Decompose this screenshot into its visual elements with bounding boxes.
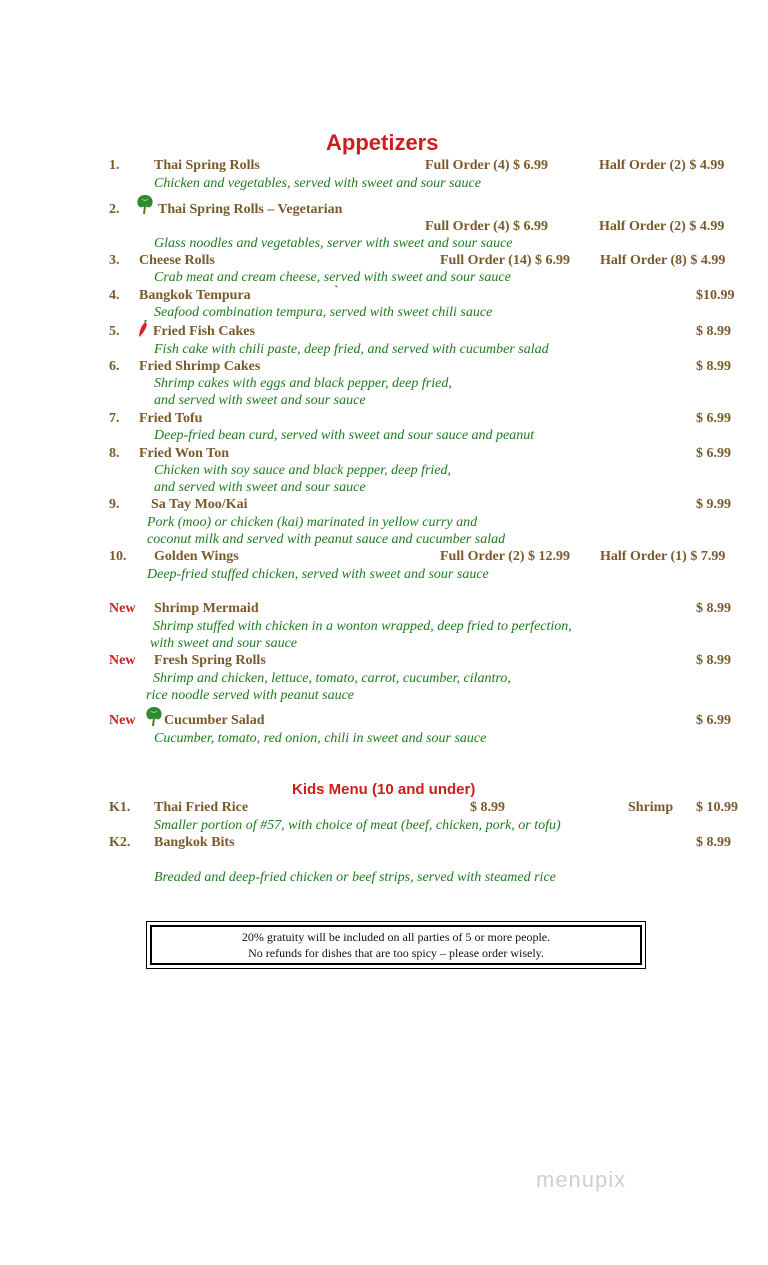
item-number: 2. <box>109 202 120 217</box>
item-description: and served with sweet and sour sauce <box>154 480 366 495</box>
item-number: 9. <box>109 497 120 512</box>
item-name: Thai Fried Rice <box>154 800 249 815</box>
item-price: $ 6.99 <box>696 713 731 728</box>
item-full-order: Full Order (14) $ 6.99 <box>440 253 571 268</box>
item-name: Fried Fish Cakes <box>153 324 255 339</box>
kids-menu-title: Kids Menu (10 and under) <box>292 781 476 798</box>
item-number: K1. <box>109 800 131 815</box>
item-description: rice noodle served with peanut sauce <box>146 688 355 703</box>
item-alt-price: $ 10.99 <box>696 800 738 815</box>
item-half-order: Half Order (8) $ 4.99 <box>600 253 726 268</box>
spicy-pepper-icon <box>137 320 149 338</box>
item-price: $ 8.99 <box>696 835 731 850</box>
item-name: Thai Spring Rolls – Vegetarian <box>158 202 343 217</box>
item-half-order: Half Order (2) $ 4.99 <box>599 158 725 173</box>
item-description: Seafood combination tempura, served with sweet chili sauce <box>154 305 493 320</box>
item-price: $10.99 <box>696 288 735 303</box>
item-price: $ 8.99 <box>696 653 731 668</box>
item-full-order: Full Order (4) $ 6.99 <box>425 158 549 173</box>
notice-refunds: No refunds for dishes that are too spicy – please order wisely. <box>248 946 544 960</box>
item-name: Golden Wings <box>154 549 239 564</box>
item-number: 7. <box>109 411 120 426</box>
page-title: Appetizers <box>326 130 439 155</box>
item-description: Fish cake with chili paste, deep fried, and served with cucumber salad <box>154 342 549 357</box>
vegetarian-leaf-icon <box>135 193 155 215</box>
item-description: Glass noodles and vegetables, server with sweet and sour sauce <box>154 236 513 251</box>
item-description: Crab meat and cream cheese, served with sweet and sour sauce <box>154 270 511 285</box>
item-name: Bangkok Bits <box>154 835 235 850</box>
item-number: 1. <box>109 158 120 173</box>
item-description: Deep-fried bean curd, served with sweet and sour sauce and peanut <box>154 428 535 443</box>
item-name: Fresh Spring Rolls <box>154 653 266 668</box>
item-price: $ 6.99 <box>696 446 731 461</box>
item-price: $ 8.99 <box>696 359 731 374</box>
new-badge: New <box>109 601 136 616</box>
item-alt-label: Shrimp <box>628 800 674 815</box>
item-half-order: Half Order (1) $ 7.99 <box>600 549 726 564</box>
new-badge: New <box>109 713 136 728</box>
item-name: Bangkok Tempura <box>139 288 251 303</box>
item-number: 5. <box>109 324 120 339</box>
item-price: $ 8.99 <box>470 800 505 815</box>
item-description: Cucumber, tomato, red onion, chili in sweet and sour sauce <box>154 731 487 746</box>
item-description: Breaded and deep-fried chicken or beef strips, served with steamed rice <box>154 870 556 885</box>
item-name: Thai Spring Rolls <box>154 158 260 173</box>
item-full-order: Full Order (4) $ 6.99 <box>425 219 549 234</box>
item-name: Cheese Rolls <box>139 253 215 268</box>
vegetarian-leaf-icon <box>144 705 164 727</box>
item-price: $ 6.99 <box>696 411 731 426</box>
item-price: $ 8.99 <box>696 324 731 339</box>
item-number: 10. <box>109 549 127 564</box>
item-description: coconut milk and served with peanut sauce and cucumber salad <box>147 532 506 547</box>
new-badge: New <box>109 653 136 668</box>
item-number: 3. <box>109 253 120 268</box>
item-name: Shrimp Mermaid <box>154 601 259 616</box>
item-description: Smaller portion of #57, with choice of meat (beef, chicken, pork, or tofu) <box>154 818 561 833</box>
item-half-order: Half Order (2) $ 4.99 <box>599 219 725 234</box>
item-description: Chicken with soy sauce and black pepper, deep fried, <box>154 463 452 478</box>
item-name: Fried Shrimp Cakes <box>139 359 261 374</box>
item-full-order: Full Order (2) $ 12.99 <box>440 549 571 564</box>
item-description: Chicken and vegetables, served with sweet and sour sauce <box>154 176 481 191</box>
item-name: Cucumber Salad <box>164 713 265 728</box>
item-description: Shrimp and chicken, lettuce, tomato, carrot, cucumber, cilantro, <box>153 671 511 686</box>
item-description: Deep-fried stuffed chicken, served with sweet and sour sauce <box>147 567 489 582</box>
watermark-logo: menupix <box>536 1167 627 1192</box>
notice-box <box>146 921 646 969</box>
item-description: Pork (moo) or chicken (kai) marinated in yellow curry and <box>147 515 478 530</box>
item-description: with sweet and sour sauce <box>150 636 297 651</box>
item-number: 8. <box>109 446 120 461</box>
notice-inner-frame <box>150 925 642 965</box>
stray-mark: ` <box>334 284 339 299</box>
item-number: 6. <box>109 359 120 374</box>
item-number: K2. <box>109 835 131 850</box>
item-description: Shrimp stuffed with chicken in a wonton wrapped, deep fried to perfection, <box>153 619 572 634</box>
item-name: Fried Tofu <box>139 411 203 426</box>
item-number: 4. <box>109 288 120 303</box>
item-name: Sa Tay Moo/Kai <box>151 497 248 512</box>
notice-gratuity: 20% gratuity will be included on all parties of 5 or more people. <box>241 930 551 944</box>
item-price: $ 9.99 <box>696 497 731 512</box>
item-price: $ 8.99 <box>696 601 731 616</box>
item-description: Shrimp cakes with eggs and black pepper, deep fried, <box>154 376 452 391</box>
item-name: Fried Won Ton <box>139 446 230 461</box>
item-description: and served with sweet and sour sauce <box>154 393 366 408</box>
